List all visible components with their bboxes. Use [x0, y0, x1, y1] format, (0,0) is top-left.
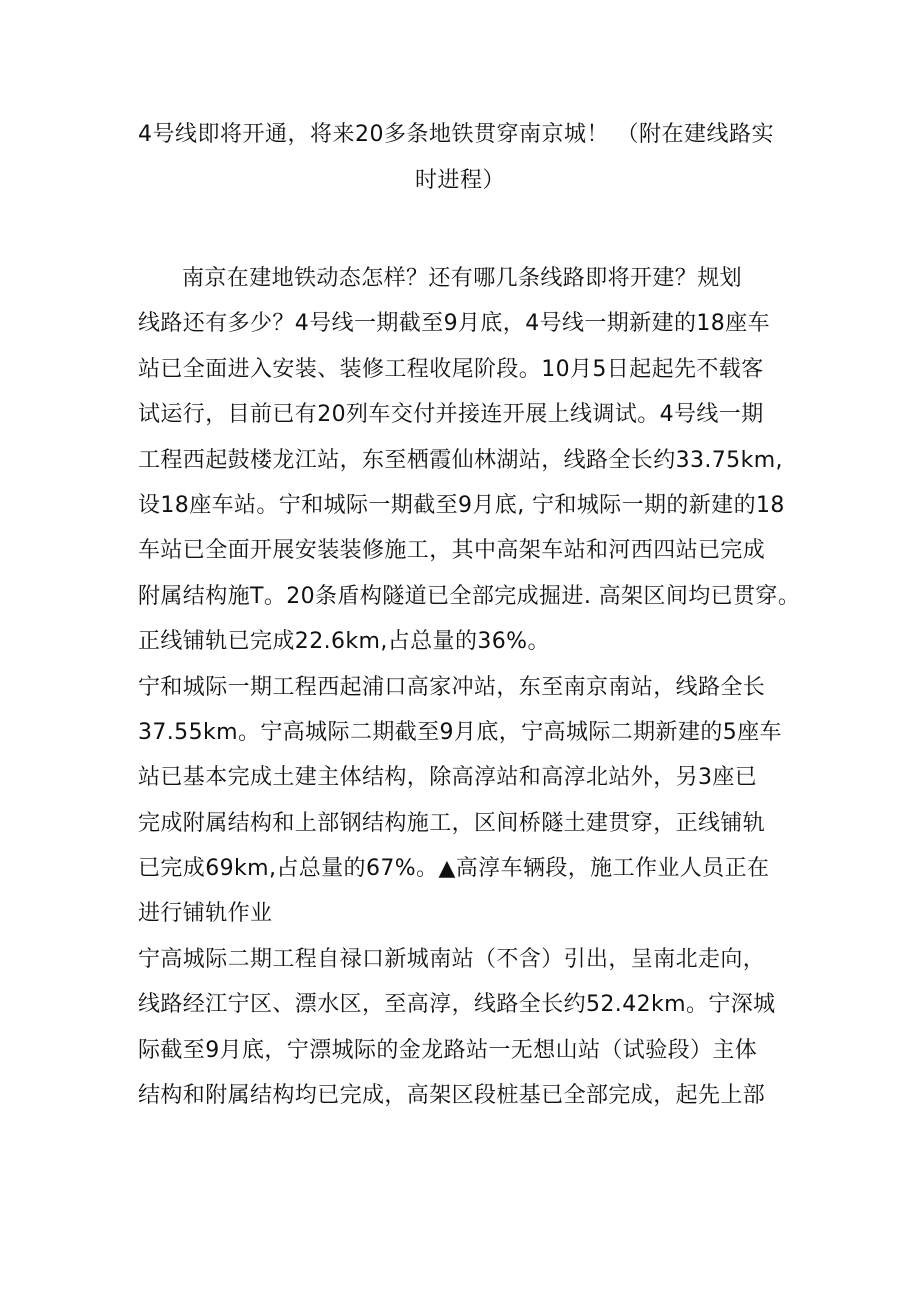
body-line: 站已全面进入安装、装修工程收尾阶段。10月5日起起先不载客: [138, 356, 764, 382]
body-line: 试运行，目前已有20列车交付并接连开展上线调试。4号线一期: [138, 402, 764, 428]
title-line: 4号线即将开通，将来20多条地铁贯穿南京城！ （附在建线路实: [138, 122, 774, 147]
body-line: 宁和城际一期工程西起浦口高家冲站，东至南京南站，线路全长: [138, 674, 766, 700]
body-line: 设18座车站。宁和城际一期截至9月底, 宁和城际一期的新建的18: [138, 492, 785, 518]
body-line: 线路还有多少？4号线一期截至9月底，4号线一期新建的18座车: [138, 311, 770, 337]
body-line: 工程西起鼓楼龙江站，东至栖霞仙林湖站，线路全长约33.75km,: [138, 447, 783, 473]
body-line: 际截至9月底，宁漂城际的金龙路站一无想山站（试验段）主体: [138, 1037, 758, 1063]
body-line: 正线铺轨已完成22.6km,占总量的36%。: [138, 629, 550, 655]
body-line: 线路经江宁区、漂水区，至高淳，线路全长约52.42km。宁深城: [138, 992, 776, 1018]
body-line: 完成附属结构和上部钢结构施工，区间桥隧土建贯穿，正线铺轨: [138, 810, 766, 836]
body-line: 已完成69km,占总量的67%。▲高淳车辆段，施工作业人员正在: [138, 856, 770, 882]
body-line: 车站已全面开展安装装修施工，其中高架车站和河西四站已完成: [138, 538, 766, 564]
title-line: 时进程）: [414, 168, 505, 193]
body-line: 结构和附属结构均已完成，高架区段桩基已全部完成，起先上部: [138, 1083, 766, 1109]
body-line: 附属结构施T。20条盾构隧道已全部完成掘进. 高架区间均已贯穿。: [138, 583, 801, 609]
body-line: 站已基本完成土建主体结构，除高淳站和高淳北站外，另3座已: [138, 765, 758, 791]
body-line: 南京在建地铁动态怎样？还有哪几条线路即将开建？规划: [182, 266, 743, 291]
body-line: 宁高城际二期工程自禄口新城南站（不含）引出，呈南北走向，: [138, 946, 766, 972]
body-line: 37.55km。宁高城际二期截至9月底，宁高城际二期新建的5座车: [138, 719, 782, 745]
document-body: [138, 256, 801, 1118]
body-line: 进行铺轨作业: [138, 901, 273, 927]
document-title: [120, 112, 800, 204]
